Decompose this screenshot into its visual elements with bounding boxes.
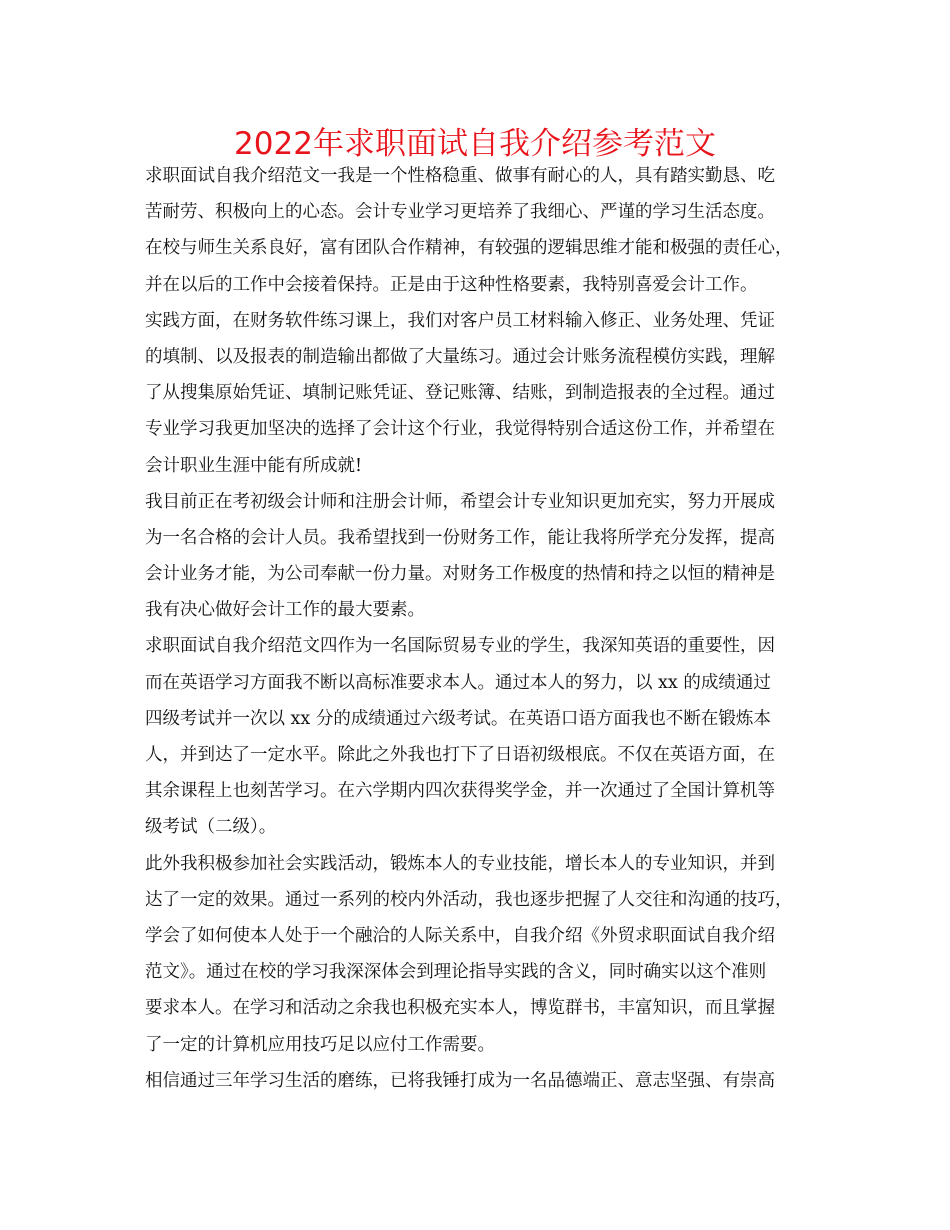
paragraph-line: 在校与师生关系良好，富有团队合作精神，有较强的逻辑思维才能和极强的责任心，	[145, 238, 793, 259]
paragraph-line: 了从搜集原始凭证、填制记账凭证、登记账簿、结账，到制造报表的全过程。通过	[145, 383, 775, 404]
paragraph-line: 我有决心做好会计工作的最大要素。	[145, 600, 425, 621]
paragraph-line: 相信通过三年学习生活的磨练，已将我锤打成为一名品德端正、意志坚强、有崇高	[145, 1070, 775, 1091]
document-body	[145, 158, 825, 1099]
paragraph-line: 此外我积极参加社会实践活动，锻炼本人的专业技能，增长本人的专业知识，并到	[145, 853, 775, 874]
paragraph-line: 要求本人。在学习和活动之余我也积极充实本人，博览群书，丰富知识，而且掌握	[145, 998, 775, 1019]
paragraph-line: 求职面试自我介绍范文一我是一个性格稳重、做事有耐心的人，具有踏实勤恳、吃	[145, 166, 775, 186]
paragraph-line: 达了一定的效果。通过一系列的校内外活动，我也逐步把握了人交往和沟通的技巧，	[145, 889, 793, 910]
paragraph-line: 了一定的计算机应用技巧足以应付工作需要。	[145, 1034, 495, 1055]
paragraph-line: 求职面试自我介绍范文四作为一名国际贸易专业的学生，我深知英语的重要性，因	[145, 636, 775, 657]
paragraph-line: 而在英语学习方面我不断以高标准要求本人。通过本人的努力，以 xx 的成绩通过	[145, 672, 771, 693]
paragraph-line: 其余课程上也刻苦学习。在六学期内四次获得奖学金，并一次通过了全国计算机等	[145, 781, 775, 802]
paragraph-line: 苦耐劳、积极向上的心态。会计专业学习更培养了我细心、严谨的学习生活态度。	[145, 202, 775, 223]
paragraph-line: 学会了如何使本人处于一个融洽的人际关系中，自我介绍《外贸求职面试自我介绍	[145, 925, 775, 946]
paragraph-line: 四级考试并一次以 xx 分的成绩通过六级考试。在英语口语方面我也不断在锻炼本	[145, 708, 771, 729]
paragraph-line: 专业学习我更加坚决的选择了会计这个行业，我觉得特别合适这份工作，并希望在	[145, 419, 775, 440]
page-title: 2022年求职面试自我介绍参考范文	[234, 126, 716, 162]
paragraph-line: 范文》。通过在校的学习我深深体会到理论指导实践的含义，同时确实以这个准则	[145, 962, 767, 983]
paragraph-line: 实践方面，在财务软件练习课上，我们对客户员工材料输入修正、业务处理、凭证	[145, 310, 775, 331]
paragraph-line: 的填制、以及报表的制造输出都做了大量练习。通过会计账务流程模仿实践，理解	[145, 346, 775, 367]
paragraph-line: 会计职业生涯中能有所成就!	[145, 455, 363, 476]
paragraph-line: 人，并到达了一定水平。除此之外我也打下了日语初级根底。不仅在英语方面，在	[145, 745, 775, 765]
paragraph-line: 并在以后的工作中会接着保持。正是由于这种性格要素，我特别喜爱会计工作。	[145, 274, 758, 295]
paragraph-line: 会计业务才能，为公司奉献一份力量。对财务工作极度的热情和持之以恒的精神是	[145, 564, 775, 585]
paragraph-line: 为一名合格的会计人员。我希望找到一份财务工作，能让我将所学充分发挥，提高	[145, 527, 775, 548]
paragraph-line: 级考试（二级）。	[145, 817, 277, 838]
paragraph-line: 我目前正在考初级会计师和注册会计师，希望会计专业知识更加充实，努力开展成	[145, 491, 775, 512]
